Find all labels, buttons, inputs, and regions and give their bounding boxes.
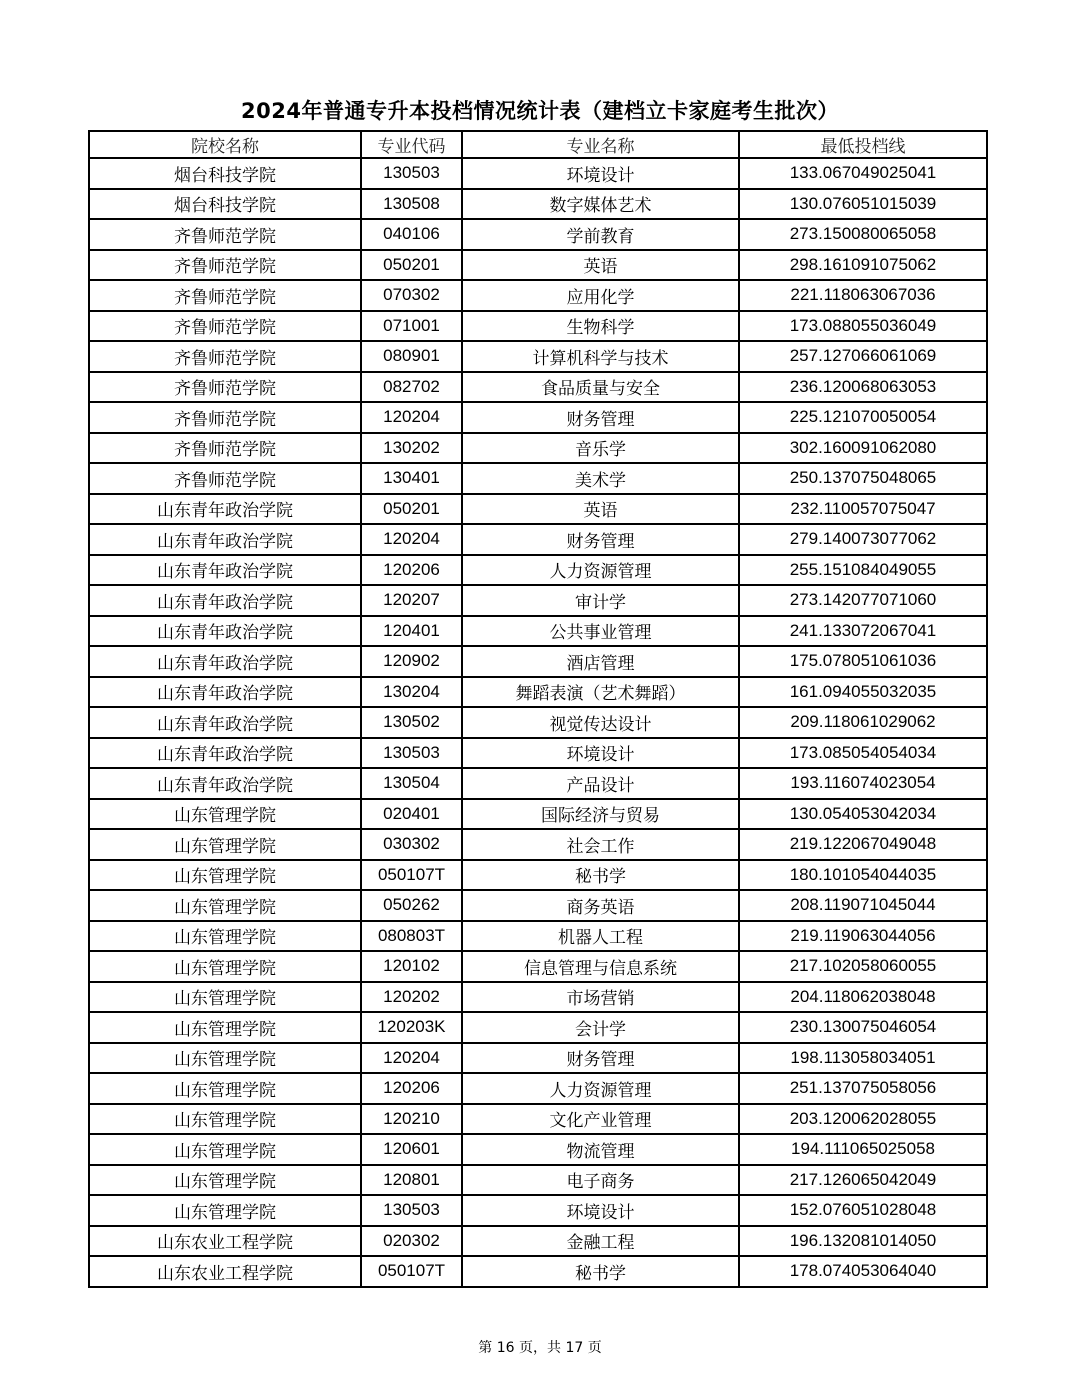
school-name-cell: 山东管理学院 [89, 1134, 361, 1165]
major-name-cell: 秘书学 [462, 1256, 739, 1287]
major-code-cell: 050262 [361, 890, 462, 921]
page-title: 2024年普通专升本投档情况统计表（建档立卡家庭考生批次） [241, 99, 839, 123]
min-score-cell: 180.101054044035 [739, 860, 987, 891]
major-code-cell: 130202 [361, 433, 462, 464]
major-code-cell: 050107T [361, 1256, 462, 1287]
major-name-cell: 会计学 [462, 1012, 739, 1043]
major-code-cell: 030302 [361, 829, 462, 860]
school-name-cell: 齐鲁师范学院 [89, 402, 361, 433]
table-row [89, 433, 987, 464]
table-row [89, 1226, 987, 1257]
major-code-cell: 120204 [361, 402, 462, 433]
min-score-cell: 178.074053064040 [739, 1256, 987, 1287]
table-row [89, 402, 987, 433]
major-code-cell: 071001 [361, 311, 462, 342]
major-name-cell: 金融工程 [462, 1226, 739, 1257]
major-name-cell: 产品设计 [462, 768, 739, 799]
major-name-cell: 公共事业管理 [462, 616, 739, 647]
major-code-cell: 120102 [361, 951, 462, 982]
min-score-cell: 298.161091075062 [739, 250, 987, 281]
major-name-cell: 环境设计 [462, 1195, 739, 1226]
header-school-name: 院校名称 [89, 131, 361, 158]
major-name-cell: 英语 [462, 494, 739, 525]
major-code-cell: 120204 [361, 1043, 462, 1074]
table-row [89, 768, 987, 799]
header-min-score: 最低投档线 [739, 131, 987, 158]
table-row [89, 738, 987, 769]
major-code-cell: 130204 [361, 677, 462, 708]
table-row [89, 494, 987, 525]
table-row [89, 799, 987, 830]
school-name-cell: 山东青年政治学院 [89, 707, 361, 738]
table-row [89, 524, 987, 555]
school-name-cell: 山东青年政治学院 [89, 585, 361, 616]
school-name-cell: 齐鲁师范学院 [89, 463, 361, 494]
table-row [89, 189, 987, 220]
major-name-cell: 机器人工程 [462, 921, 739, 952]
table-row [89, 707, 987, 738]
min-score-cell: 255.151084049055 [739, 555, 987, 586]
major-name-cell: 计算机科学与技术 [462, 341, 739, 372]
min-score-cell: 250.137075048065 [739, 463, 987, 494]
school-name-cell: 烟台科技学院 [89, 189, 361, 220]
school-name-cell: 齐鲁师范学院 [89, 280, 361, 311]
school-name-cell: 山东管理学院 [89, 799, 361, 830]
major-name-cell: 审计学 [462, 585, 739, 616]
table-row [89, 280, 987, 311]
school-name-cell: 齐鲁师范学院 [89, 341, 361, 372]
major-name-cell: 英语 [462, 250, 739, 281]
major-name-cell: 信息管理与信息系统 [462, 951, 739, 982]
school-name-cell: 山东青年政治学院 [89, 677, 361, 708]
min-score-cell: 133.067049025041 [739, 158, 987, 189]
major-name-cell: 生物科学 [462, 311, 739, 342]
table-row [89, 860, 987, 891]
major-name-cell: 美术学 [462, 463, 739, 494]
school-name-cell: 山东青年政治学院 [89, 738, 361, 769]
table-row [89, 829, 987, 860]
school-name-cell: 齐鲁师范学院 [89, 433, 361, 464]
table-row [89, 1165, 987, 1196]
table-row [89, 311, 987, 342]
major-code-cell: 120203K [361, 1012, 462, 1043]
major-name-cell: 视觉传达设计 [462, 707, 739, 738]
major-name-cell: 食品质量与安全 [462, 372, 739, 403]
min-score-cell: 175.078051061036 [739, 646, 987, 677]
min-score-cell: 217.102058060055 [739, 951, 987, 982]
school-name-cell: 山东青年政治学院 [89, 768, 361, 799]
min-score-cell: 193.116074023054 [739, 768, 987, 799]
major-name-cell: 国际经济与贸易 [462, 799, 739, 830]
school-name-cell: 山东管理学院 [89, 951, 361, 982]
table-row [89, 585, 987, 616]
major-name-cell: 学前教育 [462, 219, 739, 250]
table-row [89, 616, 987, 647]
school-name-cell: 齐鲁师范学院 [89, 250, 361, 281]
major-code-cell: 020401 [361, 799, 462, 830]
major-code-cell: 120202 [361, 982, 462, 1013]
major-name-cell: 环境设计 [462, 158, 739, 189]
school-name-cell: 山东管理学院 [89, 982, 361, 1013]
header-major-name: 专业名称 [462, 131, 739, 158]
school-name-cell: 山东管理学院 [89, 1043, 361, 1074]
major-code-cell: 120206 [361, 1073, 462, 1104]
table-row [89, 341, 987, 372]
min-score-cell: 219.122067049048 [739, 829, 987, 860]
school-name-cell: 山东青年政治学院 [89, 616, 361, 647]
major-name-cell: 物流管理 [462, 1134, 739, 1165]
min-score-cell: 196.132081014050 [739, 1226, 987, 1257]
table-row [89, 646, 987, 677]
major-name-cell: 人力资源管理 [462, 1073, 739, 1104]
table-row [89, 677, 987, 708]
table-row [89, 219, 987, 250]
min-score-cell: 203.120062028055 [739, 1104, 987, 1135]
table-row [89, 1195, 987, 1226]
major-name-cell: 酒店管理 [462, 646, 739, 677]
admission-table [88, 130, 988, 1288]
school-name-cell: 山东管理学院 [89, 1195, 361, 1226]
min-score-cell: 173.088055036049 [739, 311, 987, 342]
min-score-cell: 221.118063067036 [739, 280, 987, 311]
major-code-cell: 130502 [361, 707, 462, 738]
major-code-cell: 120902 [361, 646, 462, 677]
table-row [89, 1256, 987, 1287]
min-score-cell: 241.133072067041 [739, 616, 987, 647]
min-score-cell: 257.127066061069 [739, 341, 987, 372]
school-name-cell: 山东管理学院 [89, 829, 361, 860]
major-code-cell: 050201 [361, 494, 462, 525]
major-code-cell: 120207 [361, 585, 462, 616]
major-code-cell: 120601 [361, 1134, 462, 1165]
major-code-cell: 080803T [361, 921, 462, 952]
major-name-cell: 人力资源管理 [462, 555, 739, 586]
school-name-cell: 齐鲁师范学院 [89, 219, 361, 250]
major-code-cell: 130503 [361, 158, 462, 189]
min-score-cell: 232.110057075047 [739, 494, 987, 525]
major-name-cell: 电子商务 [462, 1165, 739, 1196]
school-name-cell: 齐鲁师范学院 [89, 311, 361, 342]
table-row [89, 250, 987, 281]
min-score-cell: 198.113058034051 [739, 1043, 987, 1074]
major-name-cell: 财务管理 [462, 1043, 739, 1074]
table-row [89, 1134, 987, 1165]
school-name-cell: 山东青年政治学院 [89, 555, 361, 586]
min-score-cell: 279.140073077062 [739, 524, 987, 555]
major-code-cell: 130503 [361, 1195, 462, 1226]
major-code-cell: 130504 [361, 768, 462, 799]
school-name-cell: 山东农业工程学院 [89, 1256, 361, 1287]
table-body [89, 158, 987, 1287]
school-name-cell: 山东农业工程学院 [89, 1226, 361, 1257]
major-code-cell: 120204 [361, 524, 462, 555]
table-row [89, 463, 987, 494]
school-name-cell: 山东管理学院 [89, 890, 361, 921]
major-code-cell: 120206 [361, 555, 462, 586]
min-score-cell: 173.085054054034 [739, 738, 987, 769]
school-name-cell: 齐鲁师范学院 [89, 372, 361, 403]
min-score-cell: 217.126065042049 [739, 1165, 987, 1196]
school-name-cell: 山东青年政治学院 [89, 524, 361, 555]
school-name-cell: 山东青年政治学院 [89, 494, 361, 525]
major-code-cell: 120401 [361, 616, 462, 647]
major-name-cell: 舞蹈表演（艺术舞蹈） [462, 677, 739, 708]
major-name-cell: 商务英语 [462, 890, 739, 921]
major-name-cell: 社会工作 [462, 829, 739, 860]
major-code-cell: 130401 [361, 463, 462, 494]
min-score-cell: 251.137075058056 [739, 1073, 987, 1104]
min-score-cell: 225.121070050054 [739, 402, 987, 433]
table-row [89, 372, 987, 403]
table-row [89, 921, 987, 952]
min-score-cell: 130.054053042034 [739, 799, 987, 830]
major-code-cell: 120210 [361, 1104, 462, 1135]
major-code-cell: 070302 [361, 280, 462, 311]
table-row [89, 1012, 987, 1043]
major-name-cell: 应用化学 [462, 280, 739, 311]
major-name-cell: 秘书学 [462, 860, 739, 891]
school-name-cell: 山东管理学院 [89, 1104, 361, 1135]
min-score-cell: 219.119063044056 [739, 921, 987, 952]
min-score-cell: 204.118062038048 [739, 982, 987, 1013]
school-name-cell: 山东管理学院 [89, 860, 361, 891]
table-row [89, 158, 987, 189]
min-score-cell: 209.118061029062 [739, 707, 987, 738]
table-row [89, 1073, 987, 1104]
major-name-cell: 音乐学 [462, 433, 739, 464]
major-code-cell: 130508 [361, 189, 462, 220]
min-score-cell: 208.119071045044 [739, 890, 987, 921]
header-major-code: 专业代码 [361, 131, 462, 158]
min-score-cell: 273.142077071060 [739, 585, 987, 616]
major-code-cell: 082702 [361, 372, 462, 403]
table-row [89, 1104, 987, 1135]
page-footer: 第 16 页，共 17 页 [478, 1340, 602, 1356]
min-score-cell: 230.130075046054 [739, 1012, 987, 1043]
min-score-cell: 236.120068063053 [739, 372, 987, 403]
major-name-cell: 文化产业管理 [462, 1104, 739, 1135]
table-row [89, 1043, 987, 1074]
major-code-cell: 020302 [361, 1226, 462, 1257]
min-score-cell: 152.076051028048 [739, 1195, 987, 1226]
table-row [89, 982, 987, 1013]
min-score-cell: 194.111065025058 [739, 1134, 987, 1165]
major-name-cell: 市场营销 [462, 982, 739, 1013]
major-name-cell: 财务管理 [462, 524, 739, 555]
table-row [89, 951, 987, 982]
table-header-row [89, 131, 987, 158]
major-name-cell: 数字媒体艺术 [462, 189, 739, 220]
min-score-cell: 273.150080065058 [739, 219, 987, 250]
school-name-cell: 山东管理学院 [89, 1073, 361, 1104]
school-name-cell: 山东青年政治学院 [89, 646, 361, 677]
min-score-cell: 302.160091062080 [739, 433, 987, 464]
min-score-cell: 161.094055032035 [739, 677, 987, 708]
major-code-cell: 080901 [361, 341, 462, 372]
table-row [89, 555, 987, 586]
school-name-cell: 山东管理学院 [89, 921, 361, 952]
school-name-cell: 烟台科技学院 [89, 158, 361, 189]
major-code-cell: 130503 [361, 738, 462, 769]
school-name-cell: 山东管理学院 [89, 1165, 361, 1196]
major-code-cell: 040106 [361, 219, 462, 250]
major-name-cell: 环境设计 [462, 738, 739, 769]
major-name-cell: 财务管理 [462, 402, 739, 433]
min-score-cell: 130.076051015039 [739, 189, 987, 220]
school-name-cell: 山东管理学院 [89, 1012, 361, 1043]
major-code-cell: 050107T [361, 860, 462, 891]
major-code-cell: 050201 [361, 250, 462, 281]
major-code-cell: 120801 [361, 1165, 462, 1196]
table-row [89, 890, 987, 921]
